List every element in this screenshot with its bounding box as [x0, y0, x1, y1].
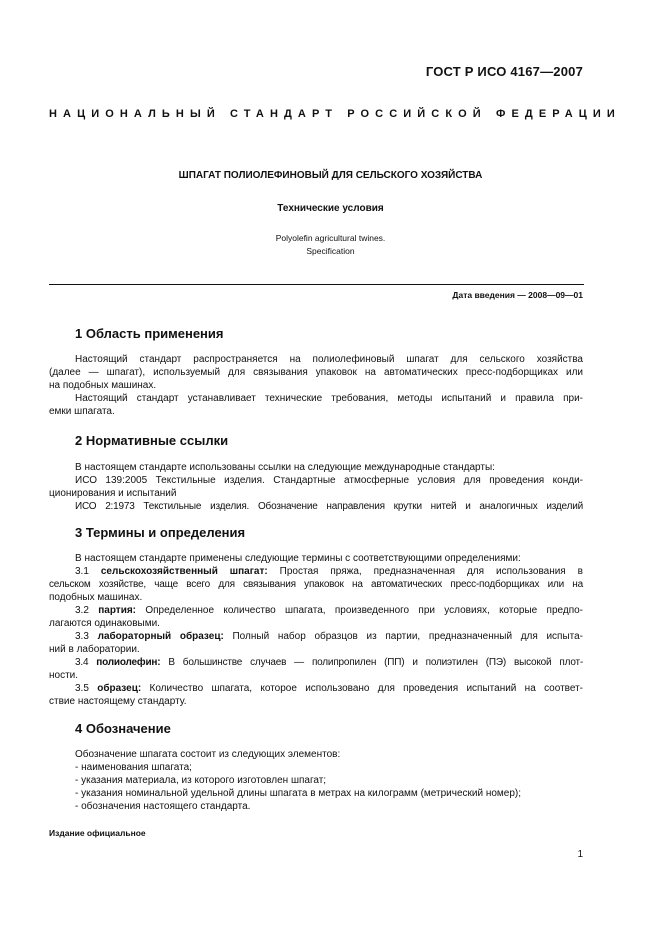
term-3-3	[75, 630, 583, 643]
section-3-intro: В настоящем стандарте применены следующие термины с соответствующими определениями:	[75, 553, 521, 564]
term-3-5	[75, 682, 583, 695]
term-3-2-def-line2: лагаются одинаковыми.	[49, 618, 160, 629]
standard-code: ГОСТ Р ИСО 4167—2007	[425, 64, 583, 79]
term-3-4-term: полиолефин:	[96, 657, 161, 668]
term-3-1-def-line3: подобных машинах.	[49, 592, 143, 603]
list-item: - указания материала, из которого изготовлен шпагат;	[75, 775, 327, 786]
term-3-1-term: сельскохозяйственный шпагат:	[100, 566, 268, 577]
term-3-2-def-line1: Определенное количество шпагата, произведенного при условиях, которые предпо-	[136, 605, 583, 616]
section-2-heading: 2 Нормативные ссылки	[75, 433, 229, 448]
section-3-heading: 3 Термины и определения	[75, 525, 246, 540]
term-3-2-number: 3.2	[75, 605, 89, 616]
document-title: ШПАГАТ ПОЛИОЛЕФИНОВЫЙ ДЛЯ СЕЛЬСКОГО ХОЗЯЙСТВА	[178, 170, 483, 181]
section-1-p2-line2: емки шпагата.	[49, 406, 115, 417]
national-standard-heading: НАЦИОНАЛЬНЫЙ СТАНДАРТ РОССИЙСКОЙ ФЕДЕРАЦИИ	[49, 108, 621, 120]
section-1-p1-line2: (далее — шпагат), используемый для связывания упаковок на автоматических пресс-подборщиках или	[49, 367, 583, 378]
section-1-p1-line1: Настоящий стандарт распространяется на полиолефиновый шпагат для сельского хозяйства	[75, 354, 583, 365]
term-3-4	[75, 656, 583, 669]
section-1-p2-line1: Настоящий стандарт устанавливает технические требования, методы испытаний и правила при-	[75, 393, 583, 404]
term-3-4-number: 3.4	[75, 657, 89, 668]
section-2-line3: ционирования и испытаний	[49, 488, 177, 499]
english-title-line2: Specification	[306, 246, 355, 256]
list-item: - обозначения настоящего стандарта.	[75, 801, 251, 812]
section-4-intro: Обозначение шпагата состоит из следующих элементов:	[75, 749, 341, 760]
english-title-line1: Polyolefin agricultural twines.	[275, 233, 386, 243]
header-divider	[49, 284, 584, 285]
term-3-5-def-line1: Количество шпагата, которое использовано для проведения испытаний на соответ-	[141, 683, 584, 694]
document-subtitle: Технические условия	[277, 203, 384, 214]
term-3-3-def-line2: ний в лаборатории.	[49, 644, 140, 655]
term-3-1	[75, 565, 583, 578]
section-2-line4: ИСО 2:1973 Текстильные изделия. Обозначение направления крутки нитей и аналогичных изделий	[75, 501, 583, 512]
term-3-2-term: партия:	[98, 605, 137, 616]
term-3-1-def-line1: Простая пряжа, предназначенная для использования в	[267, 566, 583, 577]
term-3-5-term: образец:	[97, 683, 142, 694]
section-1-p1-line3: на подобных машинах.	[49, 380, 157, 391]
list-item: - наименования шпагата;	[75, 762, 192, 773]
term-3-5-number: 3.5	[75, 683, 89, 694]
section-1-heading: 1 Область применения	[75, 326, 224, 341]
page-number: 1	[577, 849, 583, 860]
term-3-4-def-line1: В большинстве случаев — полипропилен (ПП) и полиэтилен (ПЭ) высокой плот-	[160, 657, 583, 668]
term-3-3-term: лабораторный образец:	[97, 631, 224, 642]
term-3-3-number: 3.3	[75, 631, 89, 642]
list-item: - указания номинальной удельной длины шпагата в метрах на килограмм (метрический номер);	[75, 788, 522, 799]
section-2-line1: В настоящем стандарте использованы ссылки на следующие международные стандарты:	[75, 462, 495, 473]
term-3-2	[75, 604, 583, 617]
introduction-date: Дата введения — 2008—09—01	[452, 290, 583, 300]
edition-label: Издание официальное	[49, 828, 146, 838]
term-3-1-def-line2: сельском хозяйстве, чаще всего для связывания упаковок на автоматических пресс-подборщиках или на	[49, 579, 583, 590]
term-3-4-def-line2: ности.	[49, 670, 79, 681]
section-2-line2: ИСО 139:2005 Текстильные изделия. Стандартные атмосферные условия для проведения конди-	[75, 475, 583, 486]
section-4-heading: 4 Обозначение	[75, 721, 171, 736]
term-3-1-number: 3.1	[75, 566, 89, 577]
term-3-3-def-line1: Полный набор образцов из партии, предназначенный для испыта-	[223, 631, 584, 642]
term-3-5-def-line2: ствие настоящему стандарту.	[49, 696, 187, 707]
